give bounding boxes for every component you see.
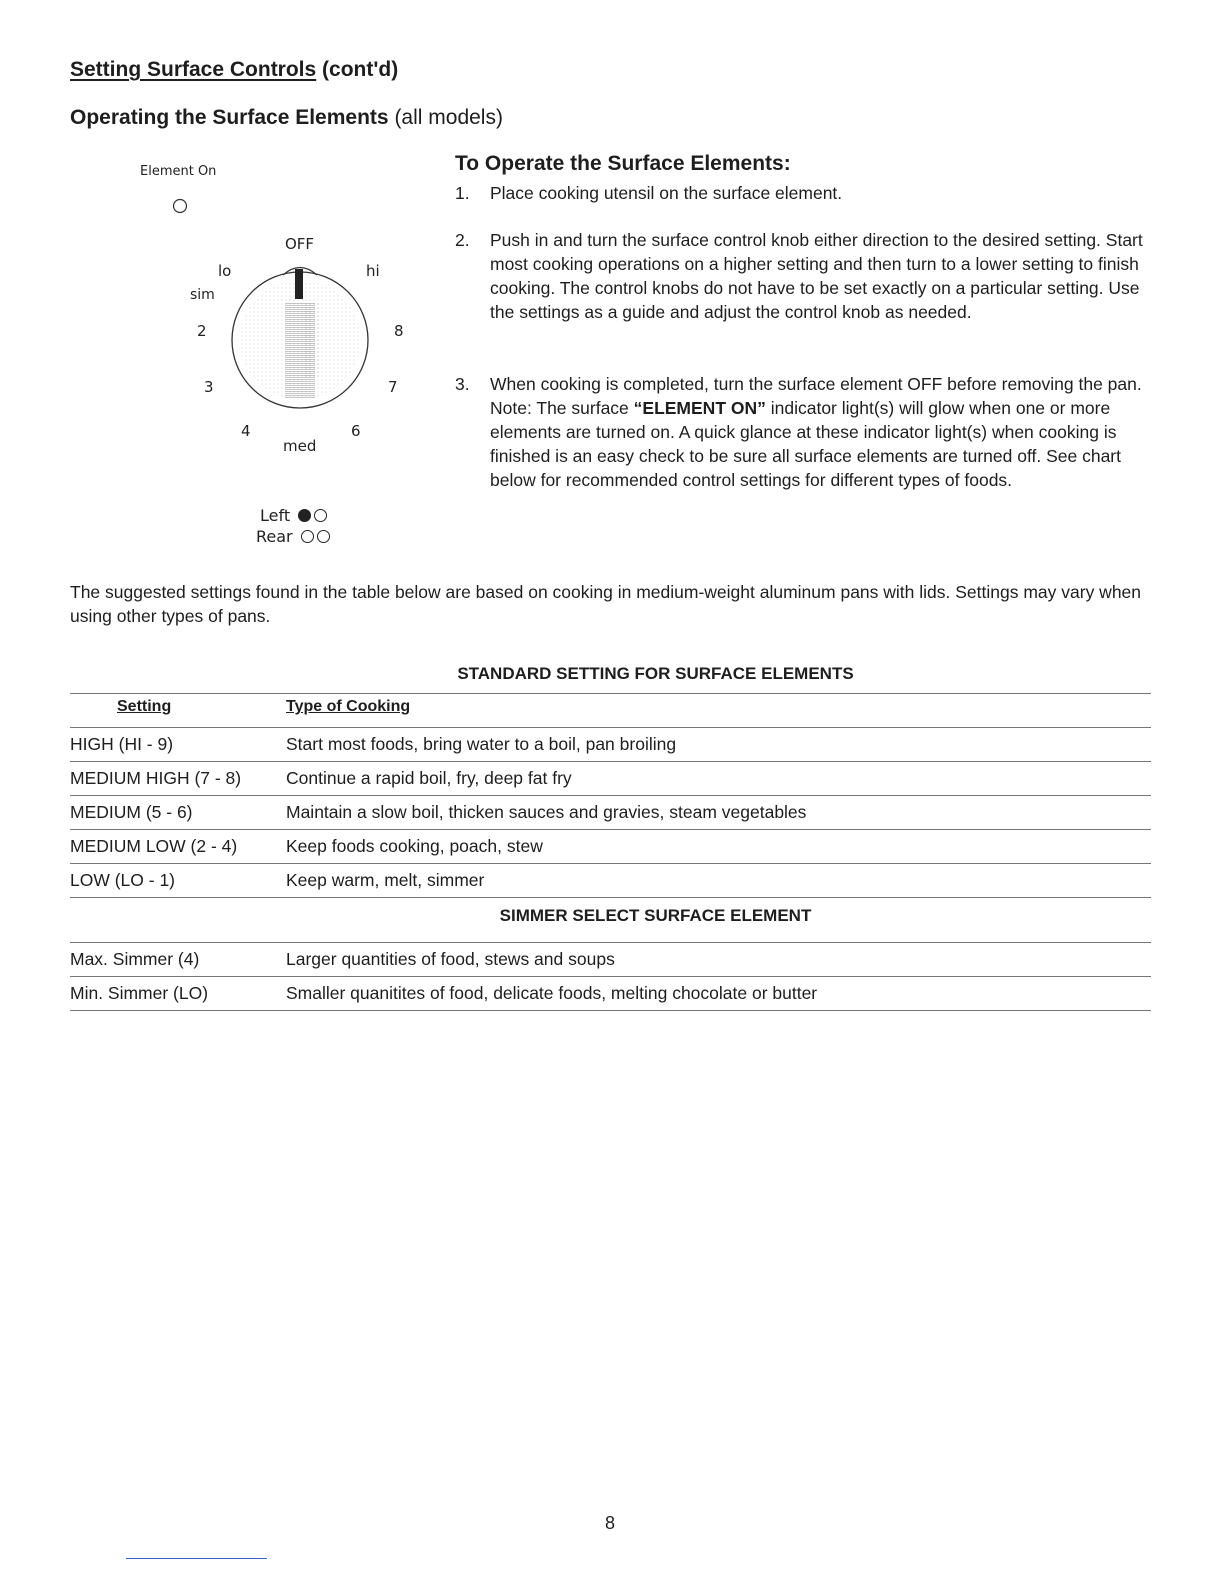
subsection-title [70, 106, 503, 130]
simmer-heading: SIMMER SELECT SURFACE ELEMENT [499, 906, 812, 925]
knob-label-8: 8 [394, 322, 404, 340]
column-header-setting: Setting [117, 698, 172, 715]
type-cell: Keep foods cooking, poach, stew [286, 836, 543, 856]
instruction-step [455, 228, 1155, 324]
section-title-suffix: (cont'd) [322, 58, 399, 81]
step-number: 1. [455, 183, 470, 203]
setting-cell: MEDIUM HIGH (7 - 8) [70, 768, 242, 788]
table-row [70, 863, 1151, 897]
section-title-text: Setting Surface Controls [70, 58, 317, 81]
table-row [70, 761, 1151, 795]
control-knob-icon [225, 255, 375, 415]
intro-paragraph: The suggested settings found in the table below are based on cooking in medium-weight aluminum pans with lids. Settings may vary when using other types of pans. [70, 582, 1142, 626]
element-on-label: Element On [140, 164, 217, 179]
table-header-row [70, 693, 1151, 727]
table-heading [70, 660, 1151, 693]
knob-label-7: 7 [388, 378, 398, 396]
type-cell: Keep warm, melt, simmer [286, 870, 485, 890]
type-cell: Maintain a slow boil, thicken sauces and gravies, steam vegetables [286, 802, 807, 822]
subsection-title-bold: Operating the Surface Elements [70, 106, 389, 129]
empty-circle-icon [301, 530, 314, 543]
section-title [70, 58, 398, 82]
knob-label-3: 3 [204, 378, 214, 396]
table-bottom-rule [70, 1010, 1151, 1011]
table-row [70, 942, 1151, 976]
element-on-emphasis: “ELEMENT ON” [633, 398, 766, 418]
simmer-heading-row [70, 897, 1151, 942]
step-text-part: When cooking is completed, turn the surface element OFF before removing the pan. Note: The surface [490, 374, 1142, 418]
column-header-type: Type of Cooking [286, 698, 411, 715]
step-number: 3. [455, 374, 470, 394]
subsection-title-rest: (all models) [394, 106, 503, 129]
table-row [70, 795, 1151, 829]
table-heading-text: STANDARD SETTING FOR SURFACE ELEMENTS [457, 664, 854, 683]
knob-label-sim: sim [190, 287, 215, 303]
legend-rear [256, 527, 330, 546]
type-cell: Larger quantities of food, stews and soups [286, 949, 615, 969]
step-number: 2. [455, 230, 470, 250]
knob-label-4: 4 [241, 422, 251, 440]
instruction-step [455, 181, 1155, 205]
knob-label-med: med [283, 437, 317, 455]
knob-label-off: OFF [285, 235, 315, 253]
step-text-part: indicator light(s) will glow when one or more elements are turned on. A quick glance at these indicator light(s) when cooking is finished is an easy check to be sure all surface elements are turned off. See chart below for recommended control settings for different types of foods. [490, 398, 1121, 490]
step-text: Place cooking utensil on the surface element. [490, 183, 843, 203]
knob-label-6: 6 [351, 422, 361, 440]
type-cell: Start most foods, bring water to a boil, pan broiling [286, 734, 677, 754]
table-row [70, 727, 1151, 761]
footer-rule [126, 1558, 267, 1559]
legend-left-label: Left [260, 506, 291, 525]
settings-table [70, 660, 1151, 1011]
filled-circle-icon [298, 509, 311, 522]
legend-rear-label: Rear [256, 527, 293, 546]
type-cell: Continue a rapid boil, fry, deep fat fry [286, 768, 572, 788]
empty-circle-icon [314, 509, 327, 522]
instruction-step [455, 372, 1155, 492]
step-text [490, 372, 1155, 492]
setting-cell: Min. Simmer (LO) [70, 983, 209, 1003]
setting-cell: MEDIUM (5 - 6) [70, 802, 193, 822]
legend-left [260, 506, 327, 525]
setting-cell: Max. Simmer (4) [70, 949, 200, 969]
indicator-light-icon [172, 198, 188, 214]
page-number: 8 [605, 1513, 616, 1533]
empty-circle-icon [317, 530, 330, 543]
table-row [70, 976, 1151, 1010]
knob-label-2: 2 [197, 322, 207, 340]
knob-label-lo: lo [218, 262, 232, 280]
knob-label-hi: hi [366, 262, 380, 280]
table-row [70, 829, 1151, 863]
setting-cell: MEDIUM LOW (2 - 4) [70, 836, 238, 856]
type-cell: Smaller quanitites of food, delicate foods, melting chocolate or butter [286, 983, 818, 1003]
step-text: Push in and turn the surface control knob either direction to the desired setting. Start most cooking operations on a higher setting and then turn to a lower setting to finish cooking. The control knobs do not have to be set exactly on a particular setting. Use the settings as a guide and adjust the control knob as needed. [490, 230, 1143, 322]
instructions-heading: To Operate the Surface Elements: [455, 152, 791, 175]
setting-cell: HIGH (HI - 9) [70, 734, 174, 754]
setting-cell: LOW (LO - 1) [70, 870, 176, 890]
